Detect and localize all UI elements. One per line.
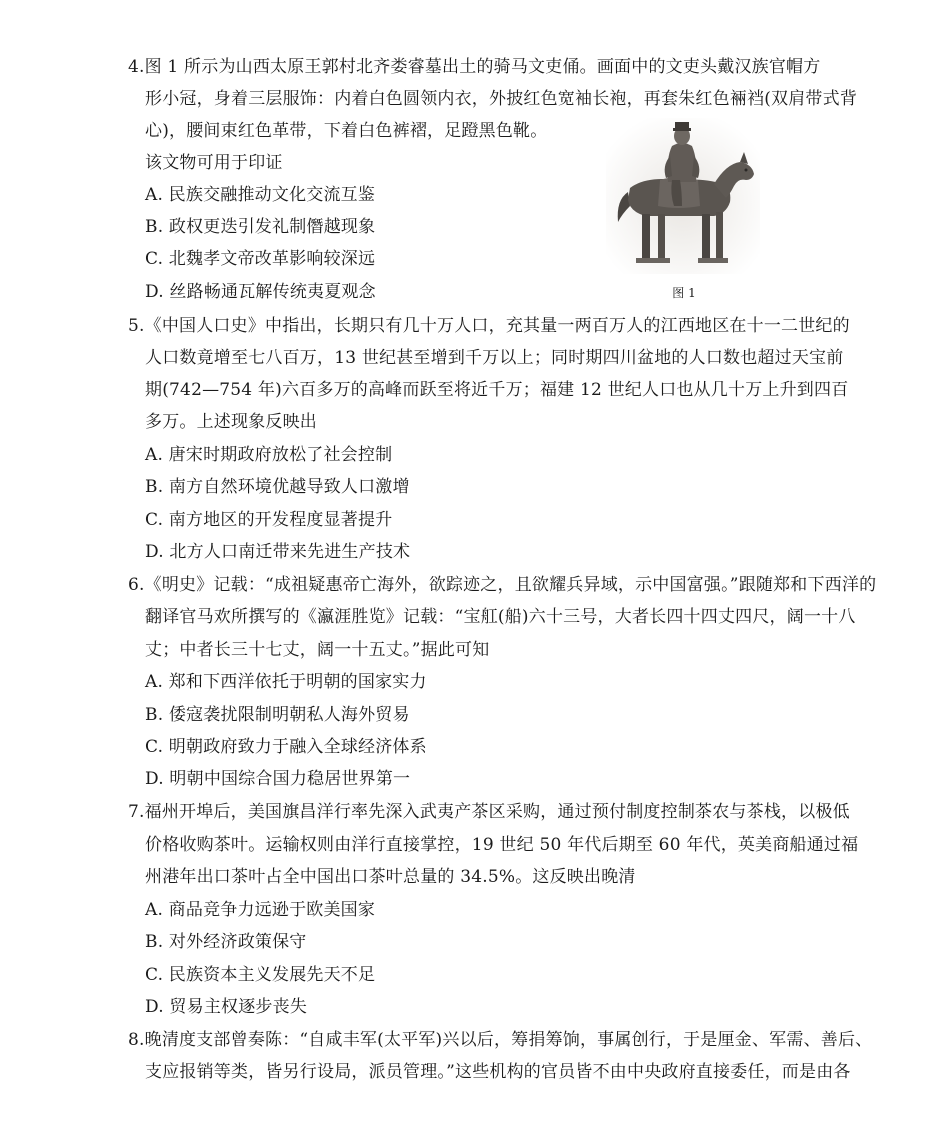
q6-option-a: A. 郑和下西洋依托于明朝的国家实力 <box>145 672 427 692</box>
q4-option-a: A. 民族交融推动文化交流互鉴 <box>145 185 376 205</box>
q8-stem-line-1: 8.晚清度支部曾奏陈：“自咸丰军(太平军)兴以后，筹捐筹饷，事属创行，于是厘金、军需、善后、 <box>128 1030 873 1050</box>
q5-stem-line-4: 多万。上述现象反映出 <box>145 412 317 432</box>
q7-option-c: C. 民族资本主义发展先天不足 <box>145 965 376 985</box>
q6-option-d: D. 明朝中国综合国力稳居世界第一 <box>145 769 411 789</box>
q4-stem-line-4: 该文物可用于印证 <box>145 153 283 173</box>
q7-stem-line-1: 7.福州开埠后，美国旗昌洋行率先深入武夷产茶区采购，通过预付制度控制茶农与茶栈，以极低 <box>128 802 850 822</box>
q6-option-b: B. 倭寇袭扰限制明朝私人海外贸易 <box>145 705 410 725</box>
figure-1-caption: 图 1 <box>672 286 696 300</box>
q4-stem-line-1: 4.图 1 所示为山西太原王郭村北齐娄睿墓出土的骑马文吏俑。画面中的文吏头戴汉族官帽方 <box>128 57 821 77</box>
q5-option-a: A. 唐宋时期政府放松了社会控制 <box>145 445 393 465</box>
q5-stem-line-3: 期(742—754 年)六百多万的高峰而跃至将近千万；福建 12 世纪人口也从几十万上升到四百 <box>145 380 849 400</box>
q5-option-d: D. 北方人口南迁带来先进生产技术 <box>145 542 411 562</box>
q7-stem-line-2: 价格收购茶叶。运输权则由洋行直接掌控，19 世纪 50 年代后期至 60 年代，英美商船通过福 <box>145 835 859 855</box>
q7-option-a: A. 商品竞争力远逊于欧美国家 <box>145 900 376 920</box>
q6-stem-line-2: 翻译官马欢所撰写的《瀛涯胜览》记载：“宝舡(船)六十三号，大者长四十四丈四尺，阔一十八 <box>145 607 856 627</box>
q7-stem-line-3: 州港年出口茶叶占全中国出口茶叶总量的 34.5%。这反映出晚清 <box>145 867 636 887</box>
figure-1-horse-rider-figurine <box>606 118 760 274</box>
q4-stem-line-3: 心)，腰间束红色革带，下着白色裤褶，足蹬黑色靴。 <box>145 121 548 141</box>
q5-option-b: B. 南方自然环境优越导致人口激增 <box>145 477 410 497</box>
q6-option-c: C. 明朝政府致力于融入全球经济体系 <box>145 737 427 757</box>
q5-stem-line-2: 人口数竟增至七八百万，13 世纪甚至增到千万以上；同时期四川盆地的人口数也超过天宝前 <box>145 348 844 368</box>
q4-option-b: B. 政权更迭引发礼制僭越现象 <box>145 217 376 237</box>
q7-option-b: B. 对外经济政策保守 <box>145 932 307 952</box>
q8-stem-line-2: 支应报销等类，皆另行设局，派员管理。”这些机构的官员皆不由中央政府直接委任，而是由各 <box>145 1062 851 1082</box>
q6-stem-line-1: 6.《明史》记载：“成祖疑惠帝亡海外，欲踪迹之，且欲耀兵异域，示中国富强。”跟随郑和下西洋的 <box>128 575 877 595</box>
q6-stem-line-3: 丈；中者长三十七丈，阔一十五丈。”据此可知 <box>145 640 490 660</box>
q4-stem-line-2: 形小冠，身着三层服饰：内着白色圆领内衣，外披红色宽袖长袍，再套朱红色裲裆(双肩带式背 <box>145 89 858 109</box>
q4-option-c: C. 北魏孝文帝改革影响较深远 <box>145 249 376 269</box>
q5-stem-line-1: 5.《中国人口史》中指出，长期只有几十万人口，充其量一两百万人的江西地区在十一二世纪的 <box>128 316 850 336</box>
q4-option-d: D. 丝路畅通瓦解传统夷夏观念 <box>145 282 376 302</box>
q5-option-c: C. 南方地区的开发程度显著提升 <box>145 510 393 530</box>
q7-option-d: D. 贸易主权逐步丧失 <box>145 997 308 1017</box>
